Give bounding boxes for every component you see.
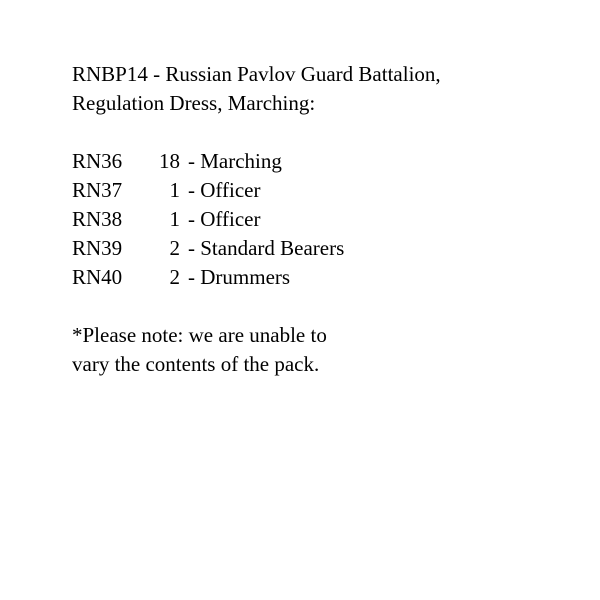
product-description [72, 60, 572, 379]
item-description: - Drummers [188, 265, 291, 289]
pack-contents-list [72, 147, 572, 292]
item-code: RN37 [72, 178, 123, 202]
pack-title-line-1: RNBP14 - Russian Pavlov Guard Battalion, [72, 62, 441, 86]
pack-note-line-2: vary the contents of the pack. [72, 352, 320, 376]
pack-note-line-1: *Please note: we are unable to [72, 323, 327, 347]
item-quantity: 1 [169, 207, 180, 231]
pack-contents-row [72, 147, 572, 176]
item-description: - Standard Bearers [188, 236, 345, 260]
item-description: - Officer [188, 178, 261, 202]
pack-contents-row [72, 234, 572, 263]
item-code: RN40 [72, 265, 123, 289]
item-code: RN38 [72, 207, 123, 231]
pack-contents-row [72, 176, 572, 205]
pack-contents-row [72, 205, 572, 234]
pack-title [72, 60, 572, 118]
item-quantity: 18 [159, 149, 180, 173]
item-quantity: 1 [169, 178, 180, 202]
item-quantity: 2 [169, 265, 180, 289]
pack-contents-row [72, 263, 572, 292]
pack-note [72, 321, 572, 379]
item-code: RN39 [72, 236, 123, 260]
item-code: RN36 [72, 149, 123, 173]
pack-title-line-2: Regulation Dress, Marching: [72, 91, 316, 115]
item-description: - Officer [188, 207, 261, 231]
item-description: - Marching [188, 149, 282, 173]
item-quantity: 2 [169, 236, 180, 260]
